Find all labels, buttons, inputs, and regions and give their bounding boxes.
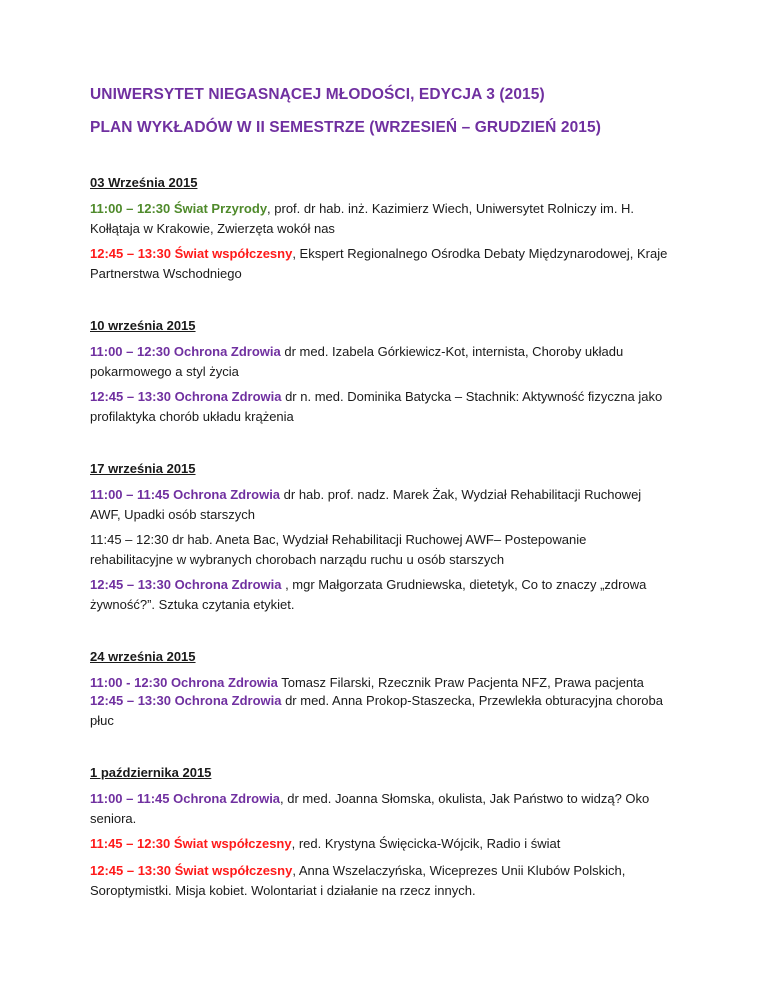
lecture-time-topic: 12:45 – 13:30 Świat współczesny [90, 863, 293, 878]
lecture-time-topic: 12:45 – 13:30 Świat współczesny [90, 246, 293, 261]
lecture-details: , dr med. Joanna Słomska, okulista, Jak Państwo to widzą? Oko seniora. [90, 791, 650, 826]
lecture-entry [90, 834, 670, 854]
lecture-entry [90, 575, 670, 615]
lecture-entry [90, 530, 670, 570]
lecture-entry [90, 673, 670, 693]
day-heading: 03 Września 2015 [90, 175, 198, 190]
lecture-details: dr hab. prof. nadz. Marek Żak, Wydział Rehabilitacji Ruchowej AWF, Upadki osób starszych [90, 487, 642, 522]
lecture-entry [90, 691, 670, 731]
lecture-entry [90, 485, 670, 525]
lecture-entry [90, 342, 670, 382]
lecture-entry [90, 861, 670, 901]
lecture-time-topic: 11:00 – 12:30 Świat Przyrody [90, 201, 268, 216]
lecture-time-topic: 12:45 – 13:30 Ochrona Zdrowia [90, 389, 282, 404]
lecture-entry [90, 387, 670, 427]
lecture-details: , red. Krystyna Święcicka-Wójcik, Radio i świat [291, 836, 561, 851]
lecture-entry [90, 789, 670, 829]
lecture-time-topic: 12:45 – 13:30 Ochrona Zdrowia [90, 577, 282, 592]
day-heading: 17 września 2015 [90, 461, 196, 476]
lecture-details: dr n. med. Dominika Batycka – Stachnik: Aktywność fizyczna jako profilaktyka chorób układu krążenia [90, 389, 663, 424]
lecture-time-topic: 11:00 - 12:30 Ochrona Zdrowia [90, 675, 278, 690]
lecture-entry [90, 244, 670, 284]
lecture-details: dr med. Izabela Górkiewicz-Kot, internista, Choroby układu pokarmowego a styl życia [90, 344, 624, 379]
document-subtitle: PLAN WYKŁADÓW W II SEMESTRZE (WRZESIEŃ – GRUDZIEŃ 2015) [90, 119, 601, 136]
lecture-details: , Ekspert Regionalnego Ośrodka Debaty Międzynarodowej, Kraje Partnerstwa Wschodniego [90, 246, 668, 281]
day-heading: 10 września 2015 [90, 318, 196, 333]
lecture-details: , Anna Wszelaczyńska, Wiceprezes Unii Klubów Polskich, Soroptymistki. Misja kobiet. Wolontariat i działanie na rzecz innych. [90, 863, 626, 898]
lecture-details: , prof. dr hab. inż. Kazimierz Wiech, Uniwersytet Rolniczy im. H. Kołłątaja w Krakowie, Zwierzęta wokół nas [90, 201, 635, 236]
lecture-time-topic: 11:00 – 12:30 Ochrona Zdrowia [90, 344, 281, 359]
day-heading: 24 września 2015 [90, 649, 196, 664]
lecture-entry [90, 199, 670, 239]
lecture-time-topic: 11:45 – 12:30 Świat współczesny [90, 836, 292, 851]
lecture-details: dr med. Anna Prokop-Staszecka, Przewlekła obturacyjna choroba płuc [90, 693, 664, 728]
lecture-details: Tomasz Filarski, Rzecznik Praw Pacjenta NFZ, Prawa pacjenta [277, 675, 644, 690]
document-title: UNIWERSYTET NIEGASNĄCEJ MŁODOŚCI, EDYCJA 3 (2015) [90, 86, 545, 103]
lecture-time-topic: 11:00 – 11:45 Ochrona Zdrowia [90, 791, 281, 806]
lecture-details: , mgr Małgorzata Grudniewska, dietetyk, Co to znaczy „zdrowa żywność?”. Sztuka czytania etykiet. [90, 577, 647, 612]
lecture-details: 11:45 – 12:30 dr hab. Aneta Bac, Wydział Rehabilitacji Ruchowej AWF– Postepowanie rehabilitacyjne w wybranych chorobach narządu ruchu u osób starszych [90, 532, 587, 567]
lecture-time-topic: 11:00 – 11:45 Ochrona Zdrowia [90, 487, 281, 502]
lecture-time-topic: 12:45 – 13:30 Ochrona Zdrowia [90, 693, 282, 708]
day-heading: 1 października 2015 [90, 765, 212, 780]
